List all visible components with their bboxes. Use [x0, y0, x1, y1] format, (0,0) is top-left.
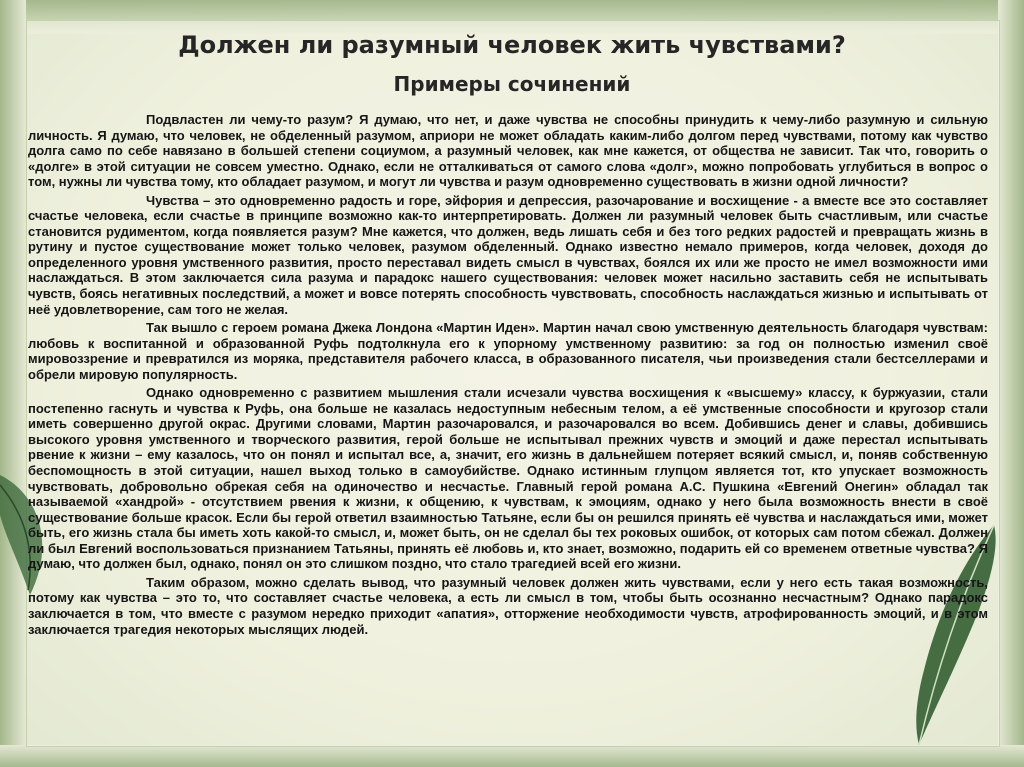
paragraph-5: Таким образом, можно сделать вывод, что разумный человек должен жить чувствами, если у него есть такая возможность, потому как чувства – это то, что составляет счастье человека, а есть ли смысл в том, чтобы быть осознанно несчастным? Однако парадокс заключается в том, что вместе с разумом нередко приходит «апатия», отторжение необходимости чувств, атрофированность эмоций, и в этом заключается трагедия некоторых мыслящих людей.: [28, 574, 988, 637]
paragraph-4: Однако одновременно с развитием мышления стали исчезали чувства восхищения к «высшему» классу, к буржуазии, стали постепенно гаснуть и чувства к Руфь, она больше не казалась недоступным небесным телом, а её умственные способности и кругозор стали иметь совершенно другой окрас. Другими словами, Мартин разочаровался, и разочаровался во всем. Добившись денег и славы, добившись высокого уровня умственного и творческого развития, герой больше не испытывал прежних чувств и эмоций и даже перестал испытывать рвение к жизни – ему казалось, что он понял и испытал все, а, значит, его жизнь в дальнейшем потеряет всякий смысл, и, поняв собственную беспомощность в этой ситуации, нашел выход только в самоубийстве. Однако истинным глупцом является тот, кто упускает возможность чувствовать, добровольно обрекая себя на одиночество и несчастье. Главный герой романа А.С. Пушкина «Евгений Онегин» обладал так называемой «хандрой» - отсутствием рвения к жизни, к общению, к чувствам, к эмоциям, однако у него была возможность внести в своё существование больше красок. Если бы герой ответил взаимностью Татьяне, если бы он решился принять её чувства и наслаждаться ими, может быть, его жизнь стала бы иметь хоть какой-то смысл, и, может быть, он не сделал бы тех роковых ошибок, от которых сам потом сбежал. Должен ли был Евгений воспользоваться признанием Татьяны, принять её любовь и, кто знает, возможно, подарить ей со временем ответные чувства? Я думаю, что должен был, однако, понял он это слишком поздно, что стало трагедией всей его жизни.: [28, 385, 988, 572]
page-title: Должен ли разумный человек жить чувствами?: [178, 31, 846, 59]
page-subtitle: Примеры сочинений: [393, 72, 631, 96]
decorative-frame-left: [0, 0, 26, 767]
paragraph-3: Так вышло с героем романа Джека Лондона «Мартин Иден». Мартин начал свою умственную деятельность благодаря чувствам: любовь к воспитанной и образованной Руфь подтолкнула его к упорному умственному развитию: за год он полностью изменил своё мировоззрение и превратился из моряка, представителя рабочего класса, в образованного писателя, чьи произведения стали бестселлерами и обрели мировую популярность.: [28, 320, 988, 382]
paragraph-2: Чувства – это одновременно радость и горе, эйфория и депрессия, разочарование и восхищение - а вместе все это составляет счастье человека, если счастье в принципе возможно как-то интерпретировать. Должен ли разумный человек быть счастливым, или счастье становится рудиментом, когда появляется разум? Мне кажется, что должен, ведь лишать себя и без того редких радостей и превращать жизнь в рутину и пустое существование может только человек, разумом обделенный. Однако известно немало примеров, когда человек, доходя до определенного уровня умственного развития, просто переставал видеть смысл в чувствах, боялся их или же просто не имел возможности ими наслаждаться. В этом заключается сила разума и парадокс нашего существования: человек может насильно заставить себя не испытывать чувств, боясь негативных последствий, а может и вовсе потерять способность чувствовать, способность наслаждаться жизнью и испытывать от неё удовлетворение, сам того не желая.: [28, 192, 988, 317]
decorative-frame-bottom: [0, 745, 1024, 767]
paragraph-1: Подвластен ли чему-то разум? Я думаю, что нет, и даже чувства не способны принудить к чему-либо разумную и сильную личность. Я думаю, что человек, не обделенный разумом, априори не может обладать каким-либо долгом перед чувствами, потому как чувство долга само по себе навязано в большей степени социумом, а разумный человек, как мне кажется, от общества не зависит. Так что, говорить о «долге» в этой ситуации не совсем уместно. Однако, если не отталкиваться от самого слова «долг», можно попробовать углубиться в вопрос о том, нужны ли чувства тому, кто обладает разумом, и могут ли чувства и разум одновременно существовать в жизни одной личности?: [28, 112, 988, 190]
essay-text: [28, 112, 988, 640]
